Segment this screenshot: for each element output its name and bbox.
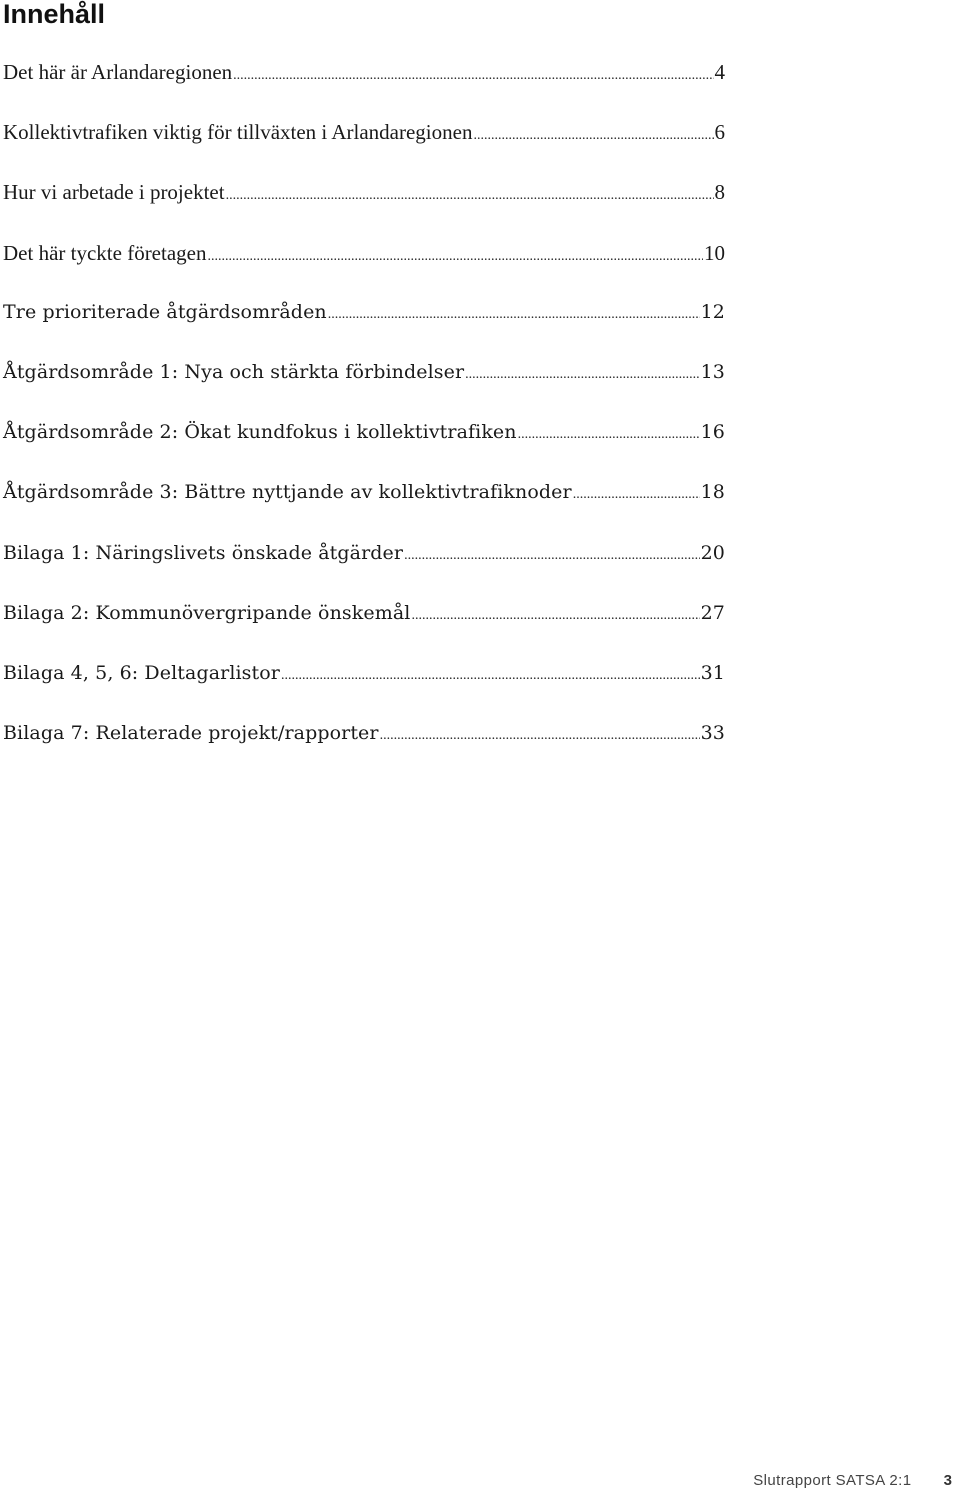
page-footer <box>753 1472 952 1489</box>
toc-entry-page: 16 <box>700 421 725 444</box>
toc-entry-page: 10 <box>704 240 725 265</box>
toc-entry-label: Åtgärdsområde 3: Bättre nyttjande av kollektivtrafiknoder <box>3 481 572 504</box>
toc-leader-dots <box>465 361 699 383</box>
toc-entry[interactable] <box>3 602 725 662</box>
toc-leader-dots <box>518 421 700 443</box>
toc-entry-page: 6 <box>714 120 725 145</box>
toc-entry-label: Bilaga 4, 5, 6: Deltagarlistor <box>3 661 280 684</box>
toc-entry-page: 27 <box>700 601 725 624</box>
toc-leader-dots <box>207 241 703 266</box>
toc-entry-page: 20 <box>700 541 725 564</box>
toc-entry[interactable] <box>3 662 725 722</box>
toc-leader-dots <box>281 662 700 684</box>
toc-entry-label: Bilaga 2: Kommunövergripande önskemål <box>3 601 411 624</box>
toc-leader-dots <box>411 602 699 624</box>
toc-entry-page: 13 <box>700 360 725 383</box>
toc-leader-dots <box>226 180 714 205</box>
toc-entry-label: Bilaga 1: Näringslivets önskade åtgärder <box>3 541 404 564</box>
toc-entry-page: 12 <box>700 300 725 323</box>
toc-entry-label: Det här är Arlandaregionen <box>3 60 233 84</box>
toc-entry[interactable] <box>3 421 725 481</box>
page-title: Innehåll <box>3 0 106 29</box>
toc-leader-dots <box>404 542 700 564</box>
toc-entry-page: 31 <box>700 661 725 684</box>
toc-entry-page: 8 <box>714 180 725 205</box>
table-of-contents <box>3 60 725 782</box>
toc-entry[interactable] <box>3 722 725 782</box>
toc-entry[interactable] <box>3 241 725 301</box>
footer-report-title: Slutrapport SATSA 2:1 <box>753 1472 912 1489</box>
footer-page-number: 3 <box>943 1472 952 1489</box>
toc-entry-label: Det här tyckte företagen <box>3 240 207 265</box>
toc-entry[interactable] <box>3 301 725 361</box>
toc-leader-dots <box>573 481 700 503</box>
toc-entry[interactable] <box>3 481 725 541</box>
toc-entry[interactable] <box>3 120 725 180</box>
toc-entry[interactable] <box>3 361 725 421</box>
toc-entry[interactable] <box>3 180 725 240</box>
toc-entry[interactable] <box>3 60 725 120</box>
toc-entry-label: Hur vi arbetade i projektet <box>3 180 225 205</box>
toc-entry-page: 4 <box>714 60 725 84</box>
toc-entry-label: Åtgärdsområde 1: Nya och stärkta förbindelser <box>3 360 465 383</box>
toc-entry-page: 18 <box>700 481 725 504</box>
toc-entry-label: Tre prioriterade åtgärdsområden <box>3 300 327 323</box>
toc-leader-dots <box>233 60 713 85</box>
toc-entry[interactable] <box>3 542 725 602</box>
toc-leader-dots <box>328 301 700 323</box>
toc-entry-label: Kollektivtrafiken viktig för tillväxten i Arlandaregionen <box>3 120 473 145</box>
toc-entry-page: 33 <box>700 722 725 745</box>
toc-entry-label: Bilaga 7: Relaterade projekt/rapporter <box>3 722 379 745</box>
toc-entry-label: Åtgärdsområde 2: Ökat kundfokus i kollektivtrafiken <box>3 421 517 444</box>
toc-leader-dots <box>473 120 713 145</box>
toc-leader-dots <box>380 722 700 744</box>
